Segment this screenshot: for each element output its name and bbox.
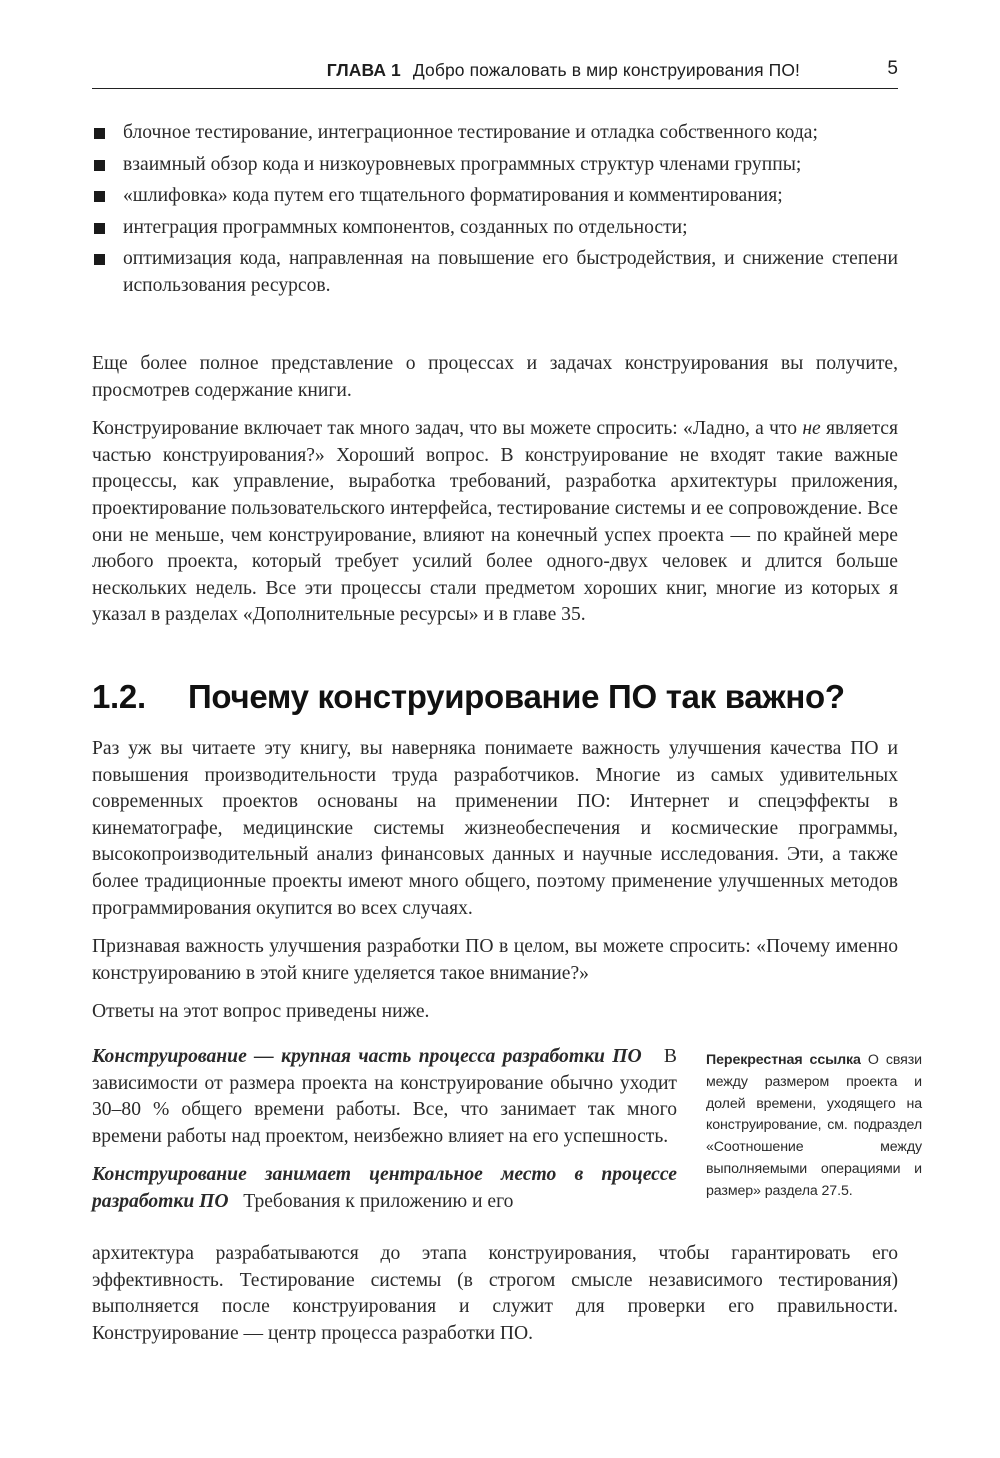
bullet-square-icon: [94, 223, 105, 234]
cross-reference-text: О связи между размером проекта и долей времени, уходящего на конструирование, см. подраздел «Соотношение между выполняемыми операциями и размер» раздела 27.5.: [706, 1052, 922, 1199]
list-item-text: блочное тестирование, интеграционное тестирование и отладка собственного кода;: [123, 122, 818, 143]
bullet-square-icon: [94, 128, 105, 139]
list-item-text: интеграция программных компонентов, созданных по отдельности;: [123, 216, 688, 238]
chapter-label: ГЛАВА 1: [326, 60, 401, 80]
bullet-square-icon: [94, 191, 105, 202]
task-list: [92, 120, 898, 305]
emphasis-text: не: [802, 418, 821, 440]
paragraph: [92, 416, 898, 629]
point-paragraph: [92, 1044, 677, 1150]
point-lead: Конструирование занимает центральное место в процессе разработки ПО: [92, 1164, 677, 1212]
list-item: [92, 246, 898, 299]
point-lead: Конструирование — крупная часть процесса разработки ПО: [92, 1046, 642, 1067]
list-item: [92, 120, 898, 147]
page-number: 5: [887, 58, 898, 79]
point-text: Требования к приложению и его: [243, 1190, 514, 1212]
point-column: [92, 1044, 677, 1216]
bullet-square-icon: [94, 254, 105, 265]
intro-paragraphs: [92, 351, 898, 641]
paragraph: Признавая важность улучшения разработки ПО в целом, вы можете спросить: «Почему именно конструированию в этой книге уделяется такое внимание?»: [92, 936, 898, 984]
paragraph: Раз уж вы читаете эту книгу, вы наверняка понимаете важность улучшения качества ПО и повышения производительности труда разработчиков. Многие из самых удивительных современных проектов основаны на применении ПО: Интернет и спецэффекты в кинематографе, медицинские системы жизнеобеспечения и космические программы, высокопроизводительный анализ финансовых данных и научные исследования. Эти, а также более традиционные проекты имеют много общего, поэтому применение улучшенных методов программирования окупится во всех случаях.: [92, 738, 898, 919]
running-head: [327, 60, 800, 81]
section-number: 1.2.: [92, 678, 146, 715]
page-header: [92, 58, 898, 89]
list-item-text: взаимный обзор кода и низкоуровневых программных структур членами группы;: [123, 153, 802, 175]
paragraph: Ответы на этот вопрос приведены ниже.: [92, 1001, 430, 1023]
paragraph-text: Конструирование включает так много задач, что вы можете спросить: «Ладно, а что: [92, 418, 803, 440]
cross-reference-note: [706, 1050, 922, 1203]
point-paragraph: [92, 1162, 677, 1215]
section-heading: [92, 678, 845, 716]
list-item-text: «шлифовка» кода путем его тщательного форматирования и комментирования;: [123, 185, 783, 207]
section-paragraphs: [92, 736, 898, 1038]
list-item-text: оптимизация кода, направленная на повышение его быстродействия, и снижение степени использования ресурсов.: [123, 248, 898, 296]
chapter-title: Добро пожаловать в мир конструирования ПО!: [412, 60, 800, 80]
cross-reference-label: Перекрестная ссылка: [706, 1052, 861, 1068]
bullet-square-icon: [94, 160, 105, 171]
section-title: Почему конструирование ПО так важно?: [188, 678, 845, 715]
point-text: В зависимости от размера проекта на конструирование обычно уходит 30–80 % общего времени работы. Все, что занимает так много времени работы над проектом, неизбежно влияет на его успешность.: [92, 1046, 677, 1147]
list-item: [92, 183, 898, 210]
list-item: [92, 152, 898, 179]
paragraph: Еще более полное представление о процессах и задачах конструирования вы получите, просмотрев содержание книги.: [92, 353, 898, 401]
paragraph-text: является частью конструирования?» Хороший вопрос. В конструирование не входят такие важные процессы, как управление, выработка требований, разработка архитектуры приложения, проектирование пользовательского интерфейса, тестирование системы и ее сопровождение. Все они не меньше, чем конструирование, влияют на конечный успех проекта — по крайней мере любого проекта, который требует усилий более одного-двух человек и длится больше нескольких недель. Все эти процессы стали предметом хороших книг, многие из которых я указал в разделах «Дополнительные ресурсы» и в главе 35.: [92, 418, 898, 626]
list-item: [92, 215, 898, 242]
point-continuation: архитектура разрабатываются до этапа конструирования, чтобы гарантировать его эффективность. Тестирование системы (в строгом смысле независимого тестирования) выполняется после конструирования и служит для проверки его правильности. Конструирование — центр процесса разработки ПО.: [92, 1243, 898, 1344]
